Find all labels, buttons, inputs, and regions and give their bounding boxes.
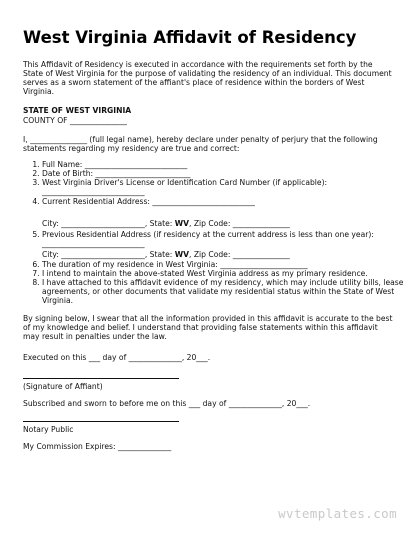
- affiant-signature-line: [23, 378, 179, 379]
- list-item-license: 3. West Virginia Driver's License or Identification Card Number (if applicable): ___________________________: [42, 178, 414, 196]
- notary-signature-line: [23, 421, 179, 422]
- list-item-duration: 6. The duration of my residence in West Virginia: _______________________: [42, 260, 414, 269]
- declaration-paragraph: I, _______________ (full legal name), hereby declare under penalty of perjury that the following statements regarding my residency are true and correct:: [23, 135, 378, 153]
- state-heading: STATE OF WEST VIRGINIA: [23, 106, 132, 115]
- list-item-previous-address: 5. Previous Residential Address (if residency at the current address is less than one year): ___________________________: [42, 230, 414, 248]
- state-value: WV: [174, 250, 190, 259]
- notary-label: Notary Public: [23, 425, 74, 434]
- current-address-city-line: City: ______________________, State: WV, Zip Code: _______________: [42, 219, 290, 228]
- closing-paragraph: By signing below, I swear that all the information provided in this affidavit is accurate to the best of my knowledge and belief. I understand that providing false statements within this affidavit may result in penalties under the law.: [23, 314, 393, 341]
- intro-paragraph: This Affidavit of Residency is executed in accordance with the requirements set forth by the State of West Virginia for the purpose of validating the residency of an individual. This document serves as a sworn statement of the affiant's place of residence within the borders of West Virginia.: [23, 60, 392, 96]
- list-item-current-address: 4. Current Residential Address: ___________________________: [42, 197, 414, 206]
- statement-list: [23, 160, 414, 206]
- statement-list-continued: [23, 230, 414, 248]
- watermark-text: wvtemplates.com: [278, 506, 397, 521]
- previous-address-city-line: City: ______________________, State: WV, Zip Code: _______________: [42, 250, 290, 259]
- list-item-evidence: 8. I have attached to this affidavit evidence of my residency, which may include utility bills, lease agreements, or other documents that validate my residential status within the State of West Virginia.: [42, 278, 414, 305]
- document-title: West Virginia Affidavit of Residency: [23, 28, 357, 47]
- county-line: COUNTY OF _______________: [23, 116, 127, 125]
- list-item-intent: 7. I intend to maintain the above-stated West Virginia address as my primary residence.: [42, 269, 414, 278]
- state-value: WV: [174, 219, 190, 228]
- list-item-full-name: 1. Full Name: ___________________________: [42, 160, 414, 169]
- affiant-signature-label: (Signature of Affiant): [23, 382, 103, 391]
- list-item-date-of-birth: 2. Date of Birth: _________________________: [42, 169, 414, 178]
- subscribed-line: Subscribed and sworn to before me on this ___ day of ______________, 20___.: [23, 399, 311, 408]
- executed-line: Executed on this ___ day of ______________, 20___.: [23, 353, 211, 362]
- commission-line: My Commission Expires: ______________: [23, 442, 172, 451]
- statement-list-final: [23, 260, 414, 305]
